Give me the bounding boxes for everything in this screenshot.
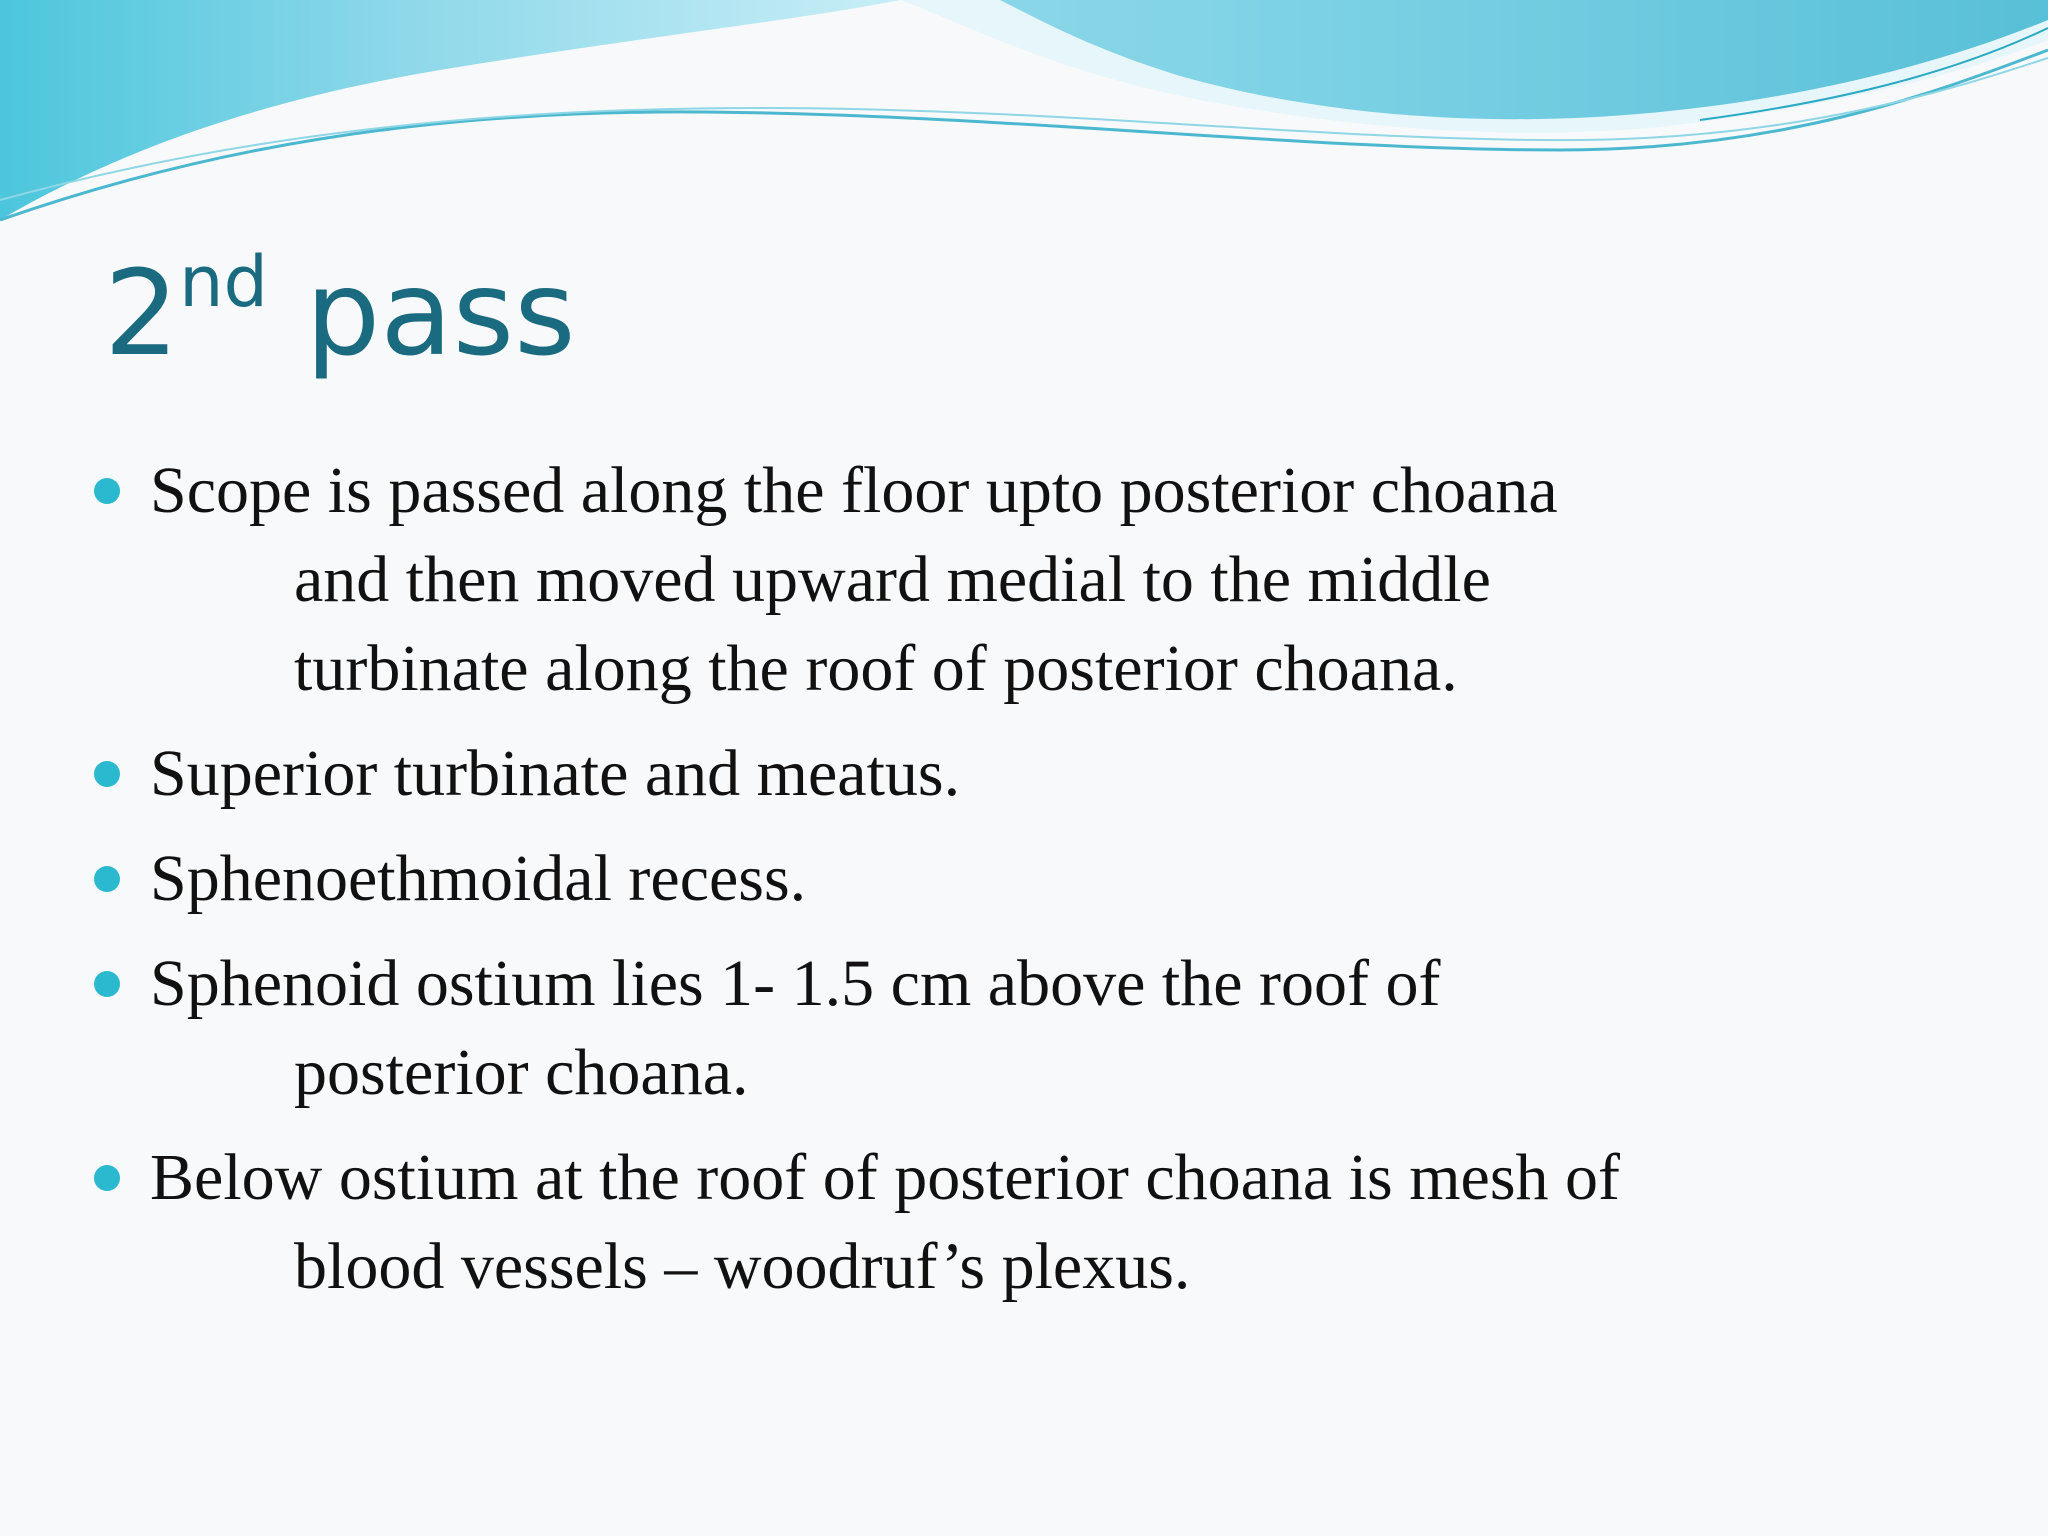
- bullet-text-line: and then moved upward medial to the middle: [294, 543, 1491, 616]
- bullet-item: [0, 834, 2048, 923]
- bullet-dot-icon: [94, 1165, 120, 1191]
- bullet-text-line: Sphenoethmoidal recess.: [150, 842, 807, 915]
- bullet-text-line: blood vessels – woodruf’s plexus.: [294, 1230, 1191, 1303]
- bullet-item: [0, 1133, 2048, 1311]
- header-wave-decoration: [0, 0, 2048, 240]
- bullet-text-line: posterior choana.: [294, 1036, 749, 1109]
- bullet-dot-icon: [94, 971, 120, 997]
- bullet-item: [0, 729, 2048, 818]
- bullet-text-line: Sphenoid ostium lies 1- 1.5 cm above the roof of: [150, 947, 1441, 1020]
- bullet-dot-icon: [94, 761, 120, 787]
- bullet-text-line: Scope is passed along the floor upto posterior choana: [150, 454, 1558, 527]
- bullet-item: [0, 446, 2048, 713]
- title-base: 2: [104, 244, 180, 382]
- bullet-text-line: Below ostium at the roof of posterior choana is mesh of: [150, 1141, 1621, 1214]
- bullet-text-line: turbinate along the roof of posterior choana.: [294, 632, 1458, 705]
- bullet-dot-icon: [94, 478, 120, 504]
- bullet-item: [0, 939, 2048, 1117]
- slide-title: [104, 240, 576, 382]
- title-rest: pass: [267, 244, 576, 382]
- bullet-list: [0, 446, 2048, 1311]
- title-superscript: nd: [179, 240, 268, 323]
- bullet-dot-icon: [94, 866, 120, 892]
- bullet-text-line: Superior turbinate and meatus.: [150, 737, 961, 810]
